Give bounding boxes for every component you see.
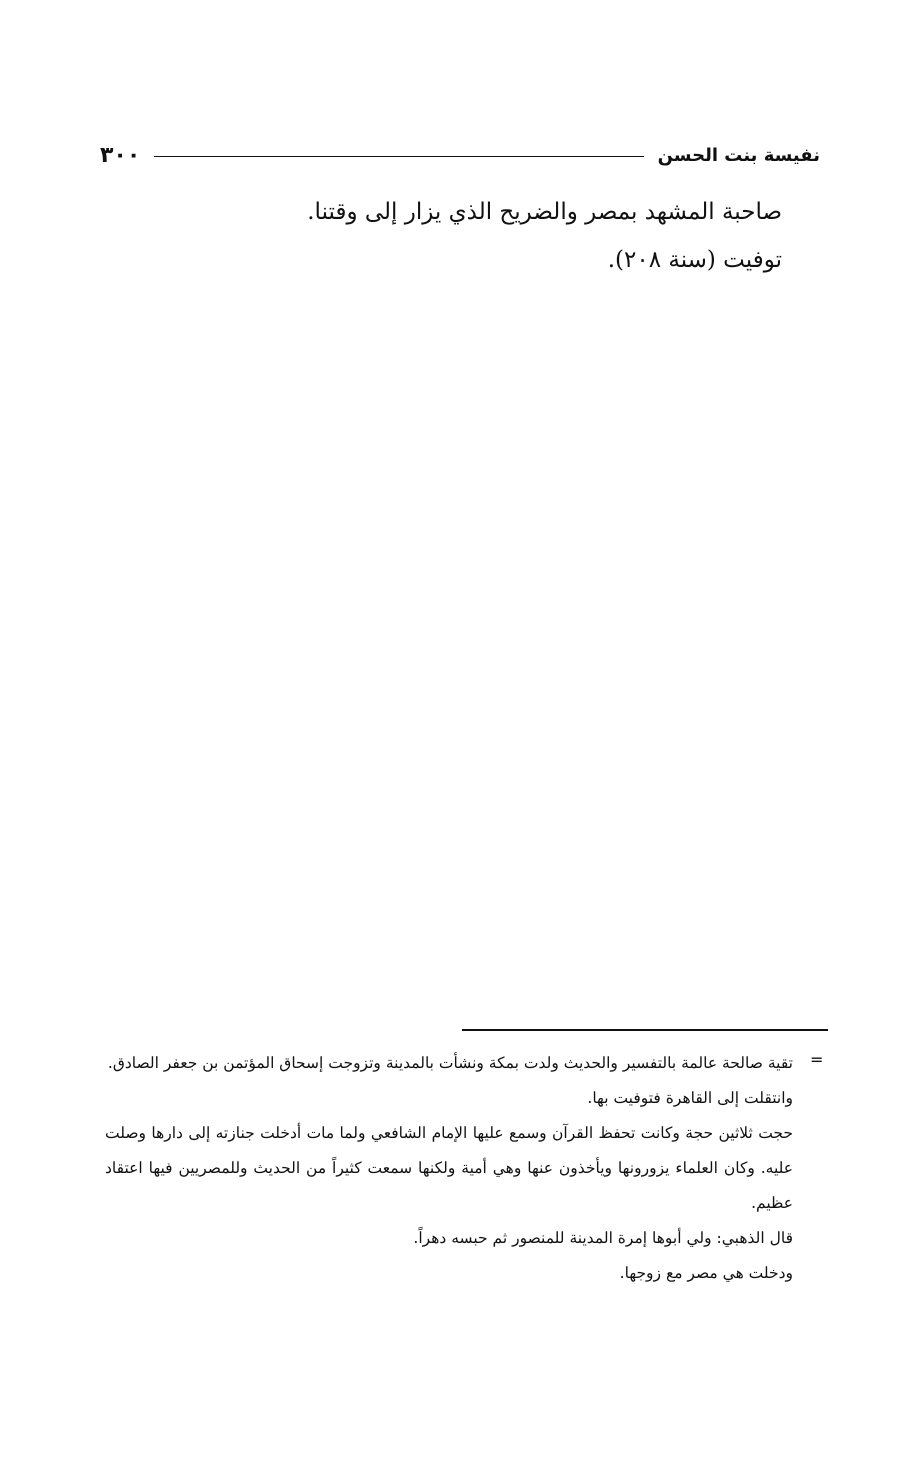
running-header	[100, 140, 820, 170]
footnote-line: ودخلت هي مصر مع زوجها.	[619, 1264, 793, 1282]
main-text	[150, 188, 782, 284]
running-title: نفيسة بنت الحسن	[657, 144, 820, 166]
footnote-line: قال الذهبي: ولي أبوها إمرة المدينة للمنصور ثم حبسه دهراً.	[413, 1229, 793, 1247]
body-line: توفيت (سنة ٢٠٨).	[607, 247, 782, 273]
body-line: صاحبة المشهد بمصر والضريح الذي يزار إلى وقتنا.	[307, 199, 782, 225]
footnote-continuation-marker: =	[810, 1050, 824, 1069]
header-rule	[154, 156, 643, 157]
footnotes	[105, 1046, 793, 1291]
footnote-line: حجت ثلاثين حجة وكانت تحفظ القرآن وسمع عليها الإمام الشافعي ولما مات أدخلت جنازته إلى دارها وصلت عليه. وكان العلماء يزورونها ويأخذون عنها وهي أمية ولكنها سمعت كثيراً من الحديث وللمصريين فيها اعتقاد عظيم.	[105, 1124, 793, 1212]
footnote-separator	[462, 1029, 828, 1031]
footnote-line: تقية صالحة عالمة بالتفسير والحديث ولدت بمكة ونشأت بالمدينة وتزوجت إسحاق المؤتمن بن جعفر الصادق.	[107, 1054, 793, 1072]
footnote-line: وانتقلت إلى القاهرة فتوفيت بها.	[587, 1089, 793, 1107]
page-number: ٣٠٠	[100, 142, 141, 168]
